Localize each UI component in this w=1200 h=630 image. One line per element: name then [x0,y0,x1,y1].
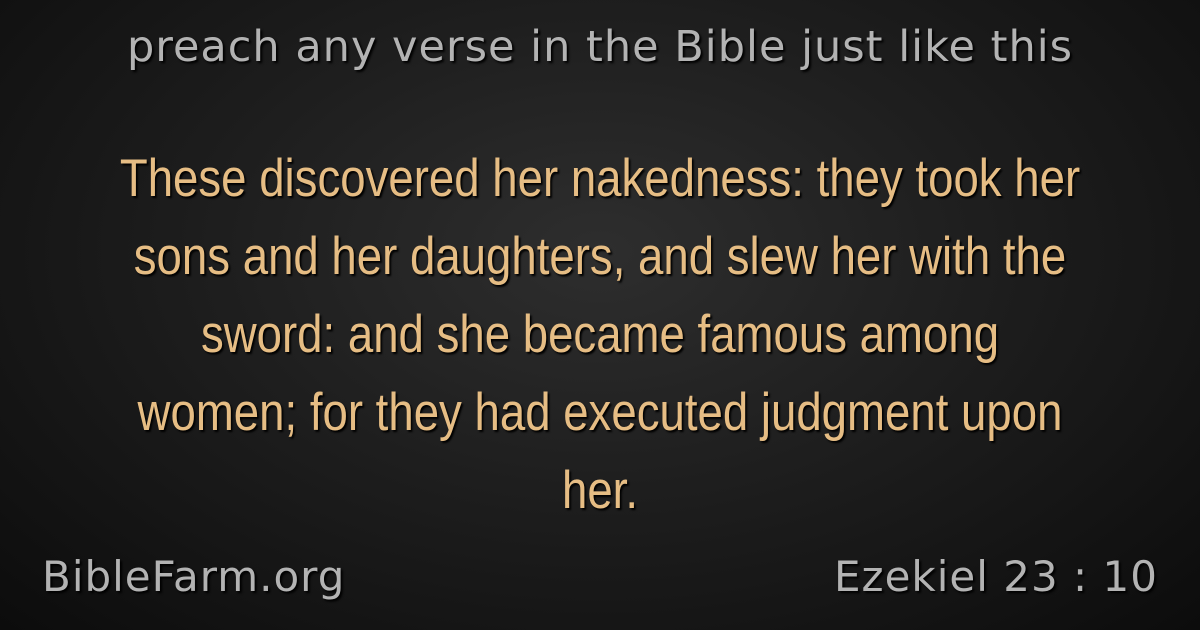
verse-reference: Ezekiel 23 : 10 [833,552,1158,601]
tagline: preach any verse in the Bible just like this [126,22,1074,72]
site-name: BibleFarm.org [42,552,346,601]
verse-text: These discovered her nakedness: they took her sons and her daughters, and slew her with the sword: and she became famous among women; for they had executed judgment upon her. [119,149,1081,520]
